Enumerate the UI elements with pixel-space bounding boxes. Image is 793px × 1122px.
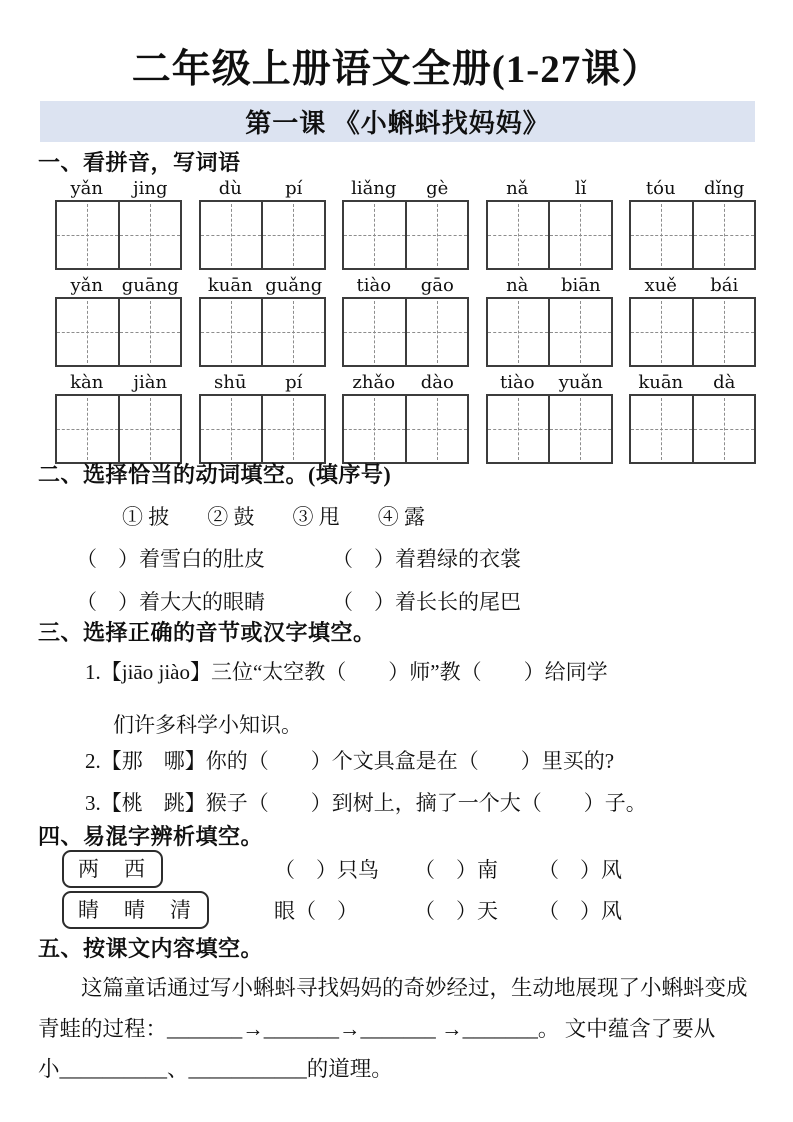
pinyin-row (55, 274, 756, 367)
lesson-banner (40, 101, 755, 142)
verb-option-3: ③ 甩 (292, 505, 340, 529)
pinyin-label (342, 371, 469, 393)
writing-grid (55, 297, 182, 367)
writing-grid (342, 297, 469, 367)
page-title: 二年级上册语文全册(1-27课） (131, 48, 662, 91)
pinyin-label (342, 274, 469, 296)
writing-grid (342, 200, 469, 270)
pinyin-syllable: nǎ (506, 178, 529, 199)
pinyin-row (55, 371, 756, 464)
writing-cell (631, 202, 692, 268)
writing-cell (405, 396, 468, 462)
verb-fill-row (76, 586, 726, 616)
choice-item-3: 3.【桃 跳】猴子（ ）到树上，摘了一个大（ ）子。 (85, 791, 647, 815)
writing-cell (118, 299, 181, 365)
pinyin-word-group (199, 274, 326, 367)
pinyin-syllable: gāo (420, 275, 454, 296)
pinyin-label (629, 177, 756, 199)
writing-grid (486, 394, 613, 464)
choice-item-2: 2.【那 哪】你的（ ）个文具盒是在（ ）里买的? (85, 749, 615, 773)
pinyin-syllable: yǎn (70, 275, 103, 296)
char-choice-box: 两 西 (62, 850, 163, 888)
pinyin-syllable: bái (710, 275, 739, 296)
pinyin-syllable: guāng (121, 275, 179, 296)
pinyin-label (199, 274, 326, 296)
pinyin-label (55, 177, 182, 199)
writing-grid (342, 394, 469, 464)
pinyin-word-group (55, 371, 182, 464)
writing-cell (57, 202, 118, 268)
pinyin-label (629, 274, 756, 296)
pinyin-word-group (342, 274, 469, 367)
writing-grid (55, 200, 182, 270)
writing-cell (488, 299, 549, 365)
writing-grid (629, 297, 756, 367)
writing-cell (548, 299, 611, 365)
char-blank-phrase: （ ）风 (538, 858, 622, 882)
choice-item-1-continuation: 们许多科学小知识。 (113, 713, 302, 737)
pinyin-word-group (486, 177, 613, 270)
pinyin-writing-area (55, 177, 756, 468)
pinyin-syllable: dù (218, 178, 242, 199)
writing-cell (201, 299, 262, 365)
pinyin-word-group (486, 371, 613, 464)
pinyin-syllable: dào (420, 372, 454, 393)
pinyin-syllable: nà (506, 275, 529, 296)
writing-grid (55, 394, 182, 464)
verb-option-1: ① 披 (122, 505, 170, 529)
verb-fill-row (76, 543, 726, 573)
writing-grid (199, 297, 326, 367)
passage-line-1: 这篇童话通过写小蝌蚪寻找妈妈的奇妙经过，生动地展现了小蝌蚪变成 (81, 976, 748, 1000)
verb-blank-phrase: （ ）着长长的尾巴 (332, 590, 521, 614)
pinyin-syllable: biān (560, 275, 601, 296)
passage-line-3: 小__________、___________的道理。 (38, 1057, 393, 1081)
section-3-heading: 三、选择正确的音节或汉字填空。 (38, 620, 376, 645)
pinyin-label (486, 274, 613, 296)
pinyin-label (55, 371, 182, 393)
pinyin-syllable: pí (285, 372, 303, 393)
section-4-heading: 四、易混字辨析填空。 (38, 824, 264, 849)
writing-cell (488, 202, 549, 268)
pinyin-word-group (629, 274, 756, 367)
writing-cell (692, 202, 755, 268)
writing-cell (261, 396, 324, 462)
writing-cell (692, 396, 755, 462)
writing-cell (488, 396, 549, 462)
pinyin-syllable: liǎng (351, 178, 397, 199)
choice-item-1: 1.【jiāo jiào】三位“太空教（ ）师”教（ ）给同学 (85, 660, 608, 684)
writing-cell (344, 396, 405, 462)
writing-cell (118, 396, 181, 462)
verb-blank-phrase: （ ）着雪白的肚皮 (76, 547, 265, 571)
section-2-heading: 二、选择恰当的动词填空。(填序号) (38, 462, 392, 487)
pinyin-label (486, 371, 613, 393)
pinyin-label (55, 274, 182, 296)
writing-grid (629, 394, 756, 464)
pinyin-label (199, 371, 326, 393)
writing-cell (405, 299, 468, 365)
verb-options (122, 501, 425, 531)
char-blank-phrase: （ ）只鸟 (274, 858, 379, 882)
writing-grid (199, 394, 326, 464)
pinyin-label (486, 177, 613, 199)
writing-cell (344, 299, 405, 365)
char-blank-phrase: 眼（ ） (274, 899, 358, 923)
pinyin-word-group (629, 371, 756, 464)
pinyin-syllable: dà (713, 372, 736, 393)
pinyin-syllable: lǐ (574, 178, 587, 199)
pinyin-syllable: yuǎn (558, 372, 603, 393)
pinyin-syllable: kàn (70, 372, 104, 393)
pinyin-word-group (486, 274, 613, 367)
pinyin-syllable: tiào (356, 275, 392, 296)
pinyin-word-group (55, 177, 182, 270)
confusable-char-row (62, 850, 742, 888)
writing-cell (548, 202, 611, 268)
pinyin-word-group (342, 177, 469, 270)
pinyin-row (55, 177, 756, 270)
pinyin-syllable: kuān (638, 372, 684, 393)
confusable-char-row (62, 891, 742, 929)
pinyin-word-group (55, 274, 182, 367)
writing-cell (57, 396, 118, 462)
writing-cell (57, 299, 118, 365)
writing-cell (201, 202, 262, 268)
pinyin-label (342, 177, 469, 199)
pinyin-syllable: tóu (645, 178, 676, 199)
section-1-heading: 一、看拼音，写词语 (38, 150, 241, 175)
writing-cell (631, 396, 692, 462)
writing-grid (486, 297, 613, 367)
pinyin-syllable: jing (133, 178, 168, 199)
verb-blank-phrase: （ ）着碧绿的衣裳 (332, 547, 521, 571)
writing-cell (261, 299, 324, 365)
pinyin-label (629, 371, 756, 393)
pinyin-syllable: yǎn (70, 178, 103, 199)
writing-cell (631, 299, 692, 365)
pinyin-syllable: xuě (644, 275, 677, 296)
pinyin-word-group (199, 177, 326, 270)
pinyin-syllable: dǐng (704, 178, 745, 199)
pinyin-syllable: jiàn (133, 372, 168, 393)
pinyin-syllable: pí (285, 178, 303, 199)
pinyin-syllable: kuān (207, 275, 253, 296)
pinyin-word-group (199, 371, 326, 464)
verb-blank-phrase: （ ）着大大的眼睛 (76, 590, 265, 614)
pinyin-label (199, 177, 326, 199)
writing-cell (692, 299, 755, 365)
char-blank-phrase: （ ）天 (414, 899, 498, 923)
writing-grid (629, 200, 756, 270)
writing-cell (118, 202, 181, 268)
verb-option-4: ④ 露 (377, 505, 425, 529)
pinyin-syllable: gè (426, 178, 449, 199)
writing-cell (261, 202, 324, 268)
char-choice-box: 睛 晴 清 (62, 891, 209, 929)
writing-grid (199, 200, 326, 270)
writing-cell (201, 396, 262, 462)
char-blank-phrase: （ ）风 (538, 899, 622, 923)
writing-cell (405, 202, 468, 268)
writing-cell (344, 202, 405, 268)
pinyin-word-group (629, 177, 756, 270)
pinyin-syllable: zhǎo (352, 372, 396, 393)
writing-grid (486, 200, 613, 270)
writing-cell (548, 396, 611, 462)
pinyin-word-group (342, 371, 469, 464)
verb-option-2: ② 鼓 (207, 505, 255, 529)
lesson-title: 第一课 《小蝌蚪找妈妈》 (245, 109, 550, 138)
section-5-heading: 五、按课文内容填空。 (38, 936, 264, 961)
pinyin-syllable: guǎng (265, 275, 323, 296)
pinyin-syllable: tiào (499, 372, 535, 393)
char-blank-phrase: （ ）南 (414, 858, 498, 882)
passage-line-2: 青蛙的过程：_______→_______→_______ →_______。 文中蕴含了要从 (38, 1017, 716, 1041)
pinyin-syllable: shū (214, 372, 247, 393)
